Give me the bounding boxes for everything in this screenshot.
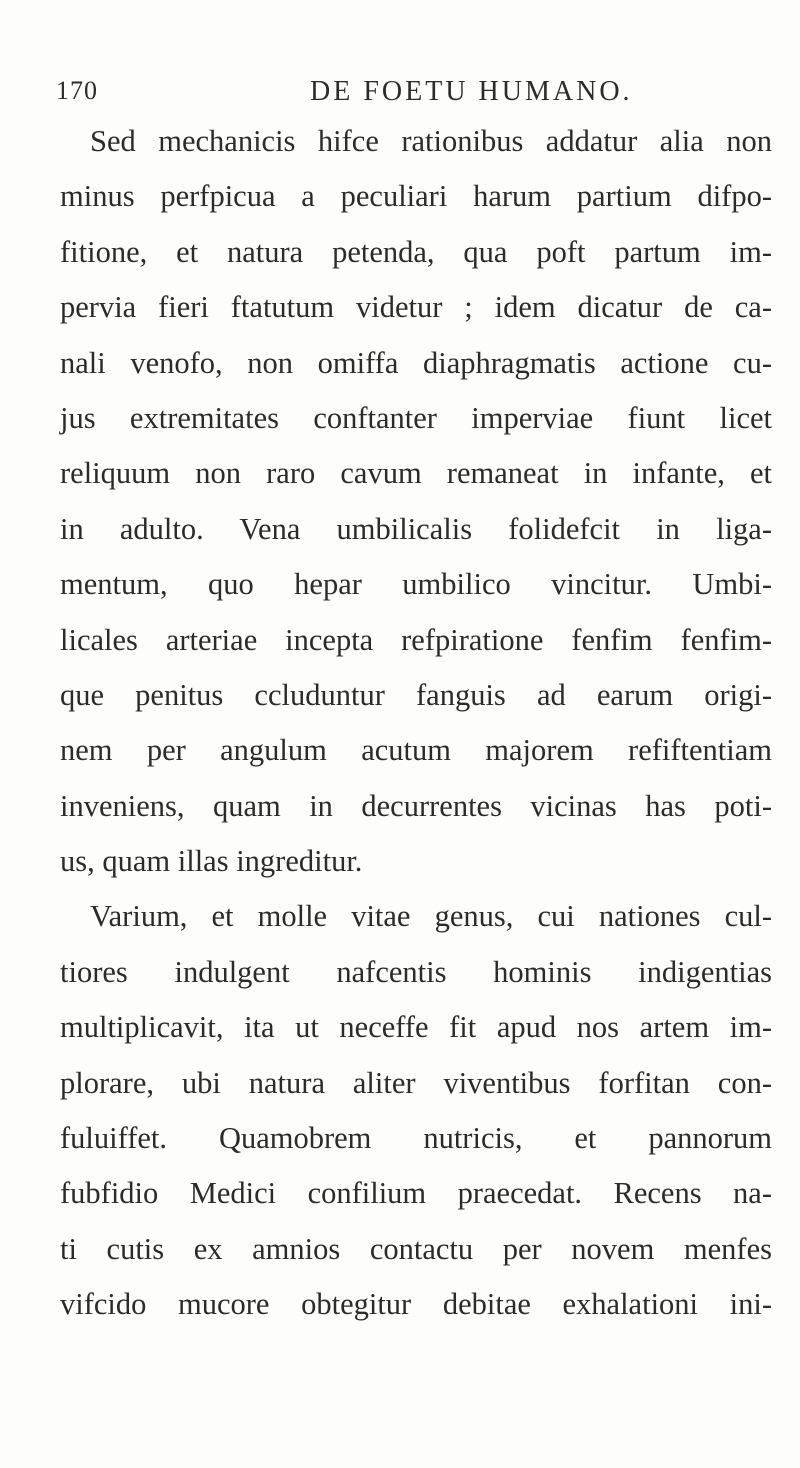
text-line: Sed mechanicis hifce rationibus addatur alia non [90, 124, 772, 158]
text-line: fubfidio Medici confilium praecedat. Recens na- [60, 1176, 772, 1211]
running-title: DE FOETU HUMANO. [310, 76, 633, 107]
text-line: minus perfpicua a peculiari harum partium difpo- [60, 179, 772, 214]
page-number: 170 [56, 76, 98, 105]
text-line: multiplicavit, ita ut neceffe fit apud nos artem im- [60, 1010, 772, 1045]
text-line: tiores indulgent nafcentis hominis indigentias [60, 954, 772, 989]
text-line: licales arteriae incepta refpiratione fenfim fenfim- [60, 622, 772, 657]
text-line: vifcido mucore obtegitur debitae exhalationi ini- [60, 1287, 772, 1322]
text-line: que penitus ccluduntur fanguis ad earum origi- [60, 677, 772, 712]
text-line: reliquum non raro cavum remaneat in infante, et [60, 456, 772, 491]
text-line: fitione, et natura petenda, qua poft partum im- [60, 234, 772, 269]
paragraph-1 [60, 114, 772, 889]
body-text [60, 114, 772, 1333]
text-line: fuluiffet. Quamobrem nutricis, et pannorum [60, 1121, 772, 1156]
text-line: nali venofo, non omiffa diaphragmatis actione cu- [60, 345, 772, 380]
running-head [56, 76, 740, 116]
text-line: in adulto. Vena umbilicalis folidefcit in liga- [60, 511, 772, 546]
text-line: inveniens, quam in decurrentes vicinas has poti- [60, 788, 772, 823]
text-line: ti cutis ex amnios contactu per novem menfes [60, 1231, 772, 1266]
text-line: mentum, quo hepar umbilico vincitur. Umbi- [60, 567, 772, 602]
text-line: pervia fieri ftatutum videtur ; idem dicatur de ca- [60, 290, 772, 325]
text-line: us, quam illas ingreditur. [60, 844, 363, 879]
text-line: jus extremitates conftanter imperviae fiunt licet [60, 400, 772, 435]
text-line: Varium, et molle vitae genus, cui nationes cul- [90, 899, 772, 934]
text-line: nem per angulum acutum majorem refiftentiam [60, 733, 772, 768]
paragraph-2 [60, 889, 772, 1332]
text-line: plorare, ubi natura aliter viventibus forfitan con- [60, 1065, 772, 1100]
